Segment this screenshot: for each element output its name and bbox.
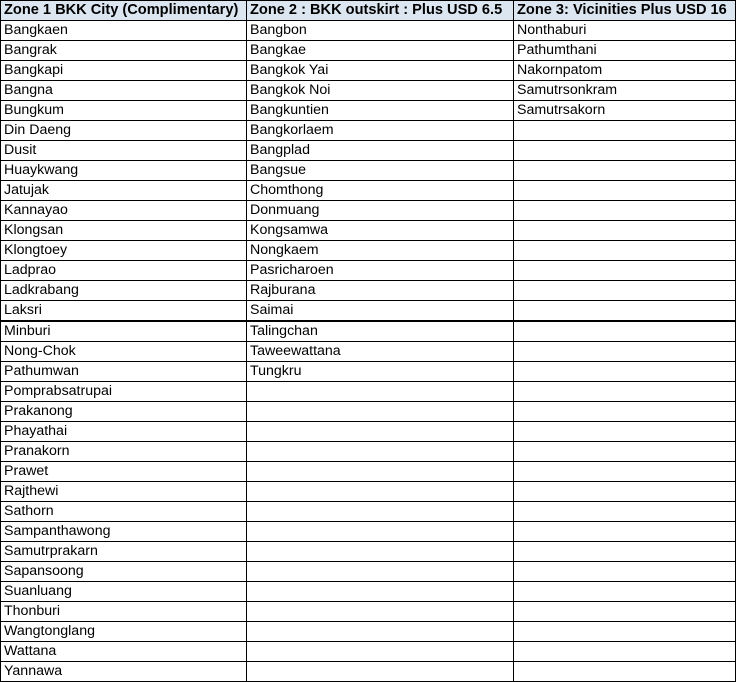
zone-1-cell: Bangkapi	[1, 61, 247, 81]
table-row	[1, 61, 736, 81]
zone-table-body	[1, 21, 736, 682]
zone-3-cell: Pathumthani	[514, 41, 736, 61]
zone-1-cell: Wattana	[1, 642, 247, 662]
table-row	[1, 342, 736, 362]
zone-3-cell: Nakornpatom	[514, 61, 736, 81]
table-row	[1, 442, 736, 462]
zone-1-cell: Phayathai	[1, 422, 247, 442]
zone-2-cell	[247, 402, 514, 422]
zone-2-cell	[247, 602, 514, 622]
table-row	[1, 101, 736, 121]
table-row	[1, 301, 736, 322]
zone-3-cell	[514, 622, 736, 642]
table-row	[1, 502, 736, 522]
table-row	[1, 281, 736, 301]
zone-1-cell: Yannawa	[1, 662, 247, 682]
table-row	[1, 542, 736, 562]
table-row	[1, 622, 736, 642]
zone-1-cell: Sapansoong	[1, 562, 247, 582]
zone-3-cell	[514, 221, 736, 241]
zone-1-cell: Bangrak	[1, 41, 247, 61]
table-row	[1, 582, 736, 602]
zone-2-cell	[247, 542, 514, 562]
table-row	[1, 121, 736, 141]
table-row	[1, 402, 736, 422]
table-row	[1, 562, 736, 582]
zone-1-cell: Suanluang	[1, 582, 247, 602]
zone-1-cell: Samutrprakarn	[1, 542, 247, 562]
table-row	[1, 422, 736, 442]
zone-1-cell: Dusit	[1, 141, 247, 161]
zone-3-cell	[514, 502, 736, 522]
zone-2-cell	[247, 562, 514, 582]
zone-2-cell	[247, 442, 514, 462]
table-row	[1, 81, 736, 101]
zone-1-cell: Bungkum	[1, 101, 247, 121]
table-row	[1, 181, 736, 201]
zone-3-cell	[514, 201, 736, 221]
table-row	[1, 201, 736, 221]
zone-2-cell: Kongsamwa	[247, 221, 514, 241]
zone-2-cell: Taweewattana	[247, 342, 514, 362]
zone-3-cell	[514, 321, 736, 342]
zone-2-cell: Talingchan	[247, 321, 514, 342]
table-row	[1, 241, 736, 261]
zone-1-cell: Bangna	[1, 81, 247, 101]
zone-1-cell: Pathumwan	[1, 362, 247, 382]
zone-3-cell	[514, 382, 736, 402]
table-row	[1, 642, 736, 662]
zone-1-cell: Pranakorn	[1, 442, 247, 462]
zone-2-cell: Bangkuntien	[247, 101, 514, 121]
table-row	[1, 321, 736, 342]
zone-3-cell	[514, 482, 736, 502]
table-row	[1, 41, 736, 61]
zone-1-cell: Prawet	[1, 462, 247, 482]
zone-2-cell	[247, 462, 514, 482]
zone-2-cell: Pasricharoen	[247, 261, 514, 281]
zone-2-cell	[247, 422, 514, 442]
zone-2-cell: Tungkru	[247, 362, 514, 382]
zone-1-cell: Wangtonglang	[1, 622, 247, 642]
zone-1-cell: Bangkaen	[1, 21, 247, 41]
zone-3-cell: Samutrsakorn	[514, 101, 736, 121]
zone-3-cell	[514, 402, 736, 422]
zone-3-cell: Samutrsonkram	[514, 81, 736, 101]
table-row	[1, 382, 736, 402]
zone-3-cell	[514, 582, 736, 602]
zone-table-header	[1, 1, 736, 21]
zone-2-cell: Bangbon	[247, 21, 514, 41]
table-row	[1, 602, 736, 622]
zone-2-cell: Chomthong	[247, 181, 514, 201]
zone-1-cell: Nong-Chok	[1, 342, 247, 362]
zone-3-cell	[514, 662, 736, 682]
table-row	[1, 482, 736, 502]
zone-3-cell	[514, 422, 736, 442]
zone-2-cell: Saimai	[247, 301, 514, 322]
zone-3-cell	[514, 141, 736, 161]
zone-1-cell: Prakanong	[1, 402, 247, 422]
zone-3-cell	[514, 542, 736, 562]
header-zone-3: Zone 3: Vicinities Plus USD 16	[514, 1, 736, 21]
zone-3-cell	[514, 281, 736, 301]
zone-1-cell: Klongsan	[1, 221, 247, 241]
zone-3-cell	[514, 121, 736, 141]
zone-1-cell: Sampanthawong	[1, 522, 247, 542]
zone-1-cell: Kannayao	[1, 201, 247, 221]
zone-3-cell	[514, 362, 736, 382]
zone-3-cell	[514, 161, 736, 181]
zone-3-cell	[514, 522, 736, 542]
zone-2-cell: Bangkok Noi	[247, 81, 514, 101]
zone-2-cell: Rajburana	[247, 281, 514, 301]
zone-1-cell: Thonburi	[1, 602, 247, 622]
table-row	[1, 662, 736, 682]
zone-1-cell: Klongtoey	[1, 241, 247, 261]
zone-2-cell: Bangkorlaem	[247, 121, 514, 141]
header-row	[1, 1, 736, 21]
zone-1-cell: Laksri	[1, 301, 247, 322]
zone-1-cell: Din Daeng	[1, 121, 247, 141]
zone-3-cell	[514, 241, 736, 261]
zone-2-cell	[247, 622, 514, 642]
zone-3-cell	[514, 642, 736, 662]
zone-1-cell: Sathorn	[1, 502, 247, 522]
zone-2-cell: Bangkae	[247, 41, 514, 61]
zone-2-cell	[247, 582, 514, 602]
zone-3-cell	[514, 602, 736, 622]
zone-3-cell	[514, 301, 736, 322]
zone-3-cell: Nonthaburi	[514, 21, 736, 41]
zone-2-cell	[247, 502, 514, 522]
zone-1-cell: Jatujak	[1, 181, 247, 201]
zone-2-cell	[247, 522, 514, 542]
header-zone-2: Zone 2 : BKK outskirt : Plus USD 6.5	[247, 1, 514, 21]
zone-1-cell: Ladkrabang	[1, 281, 247, 301]
zone-3-cell	[514, 261, 736, 281]
zone-2-cell	[247, 642, 514, 662]
zone-1-cell: Huaykwang	[1, 161, 247, 181]
zone-2-cell	[247, 382, 514, 402]
header-zone-1: Zone 1 BKK City (Complimentary)	[1, 1, 247, 21]
zone-2-cell: Bangsue	[247, 161, 514, 181]
table-row	[1, 141, 736, 161]
zone-1-cell: Ladprao	[1, 261, 247, 281]
zone-2-cell: Bangplad	[247, 141, 514, 161]
zone-3-cell	[514, 562, 736, 582]
zone-2-cell: Nongkaem	[247, 241, 514, 261]
zone-3-cell	[514, 442, 736, 462]
zone-3-cell	[514, 181, 736, 201]
zone-2-cell: Donmuang	[247, 201, 514, 221]
table-row	[1, 161, 736, 181]
table-row	[1, 261, 736, 281]
zone-1-cell: Pomprabsatrupai	[1, 382, 247, 402]
zone-2-cell	[247, 482, 514, 502]
table-row	[1, 221, 736, 241]
zone-1-cell: Minburi	[1, 321, 247, 342]
table-row	[1, 462, 736, 482]
zone-2-cell: Bangkok Yai	[247, 61, 514, 81]
table-row	[1, 362, 736, 382]
zone-3-cell	[514, 342, 736, 362]
zone-2-cell	[247, 662, 514, 682]
zone-3-cell	[514, 462, 736, 482]
table-row	[1, 522, 736, 542]
zone-1-cell: Rajthewi	[1, 482, 247, 502]
table-row	[1, 21, 736, 41]
